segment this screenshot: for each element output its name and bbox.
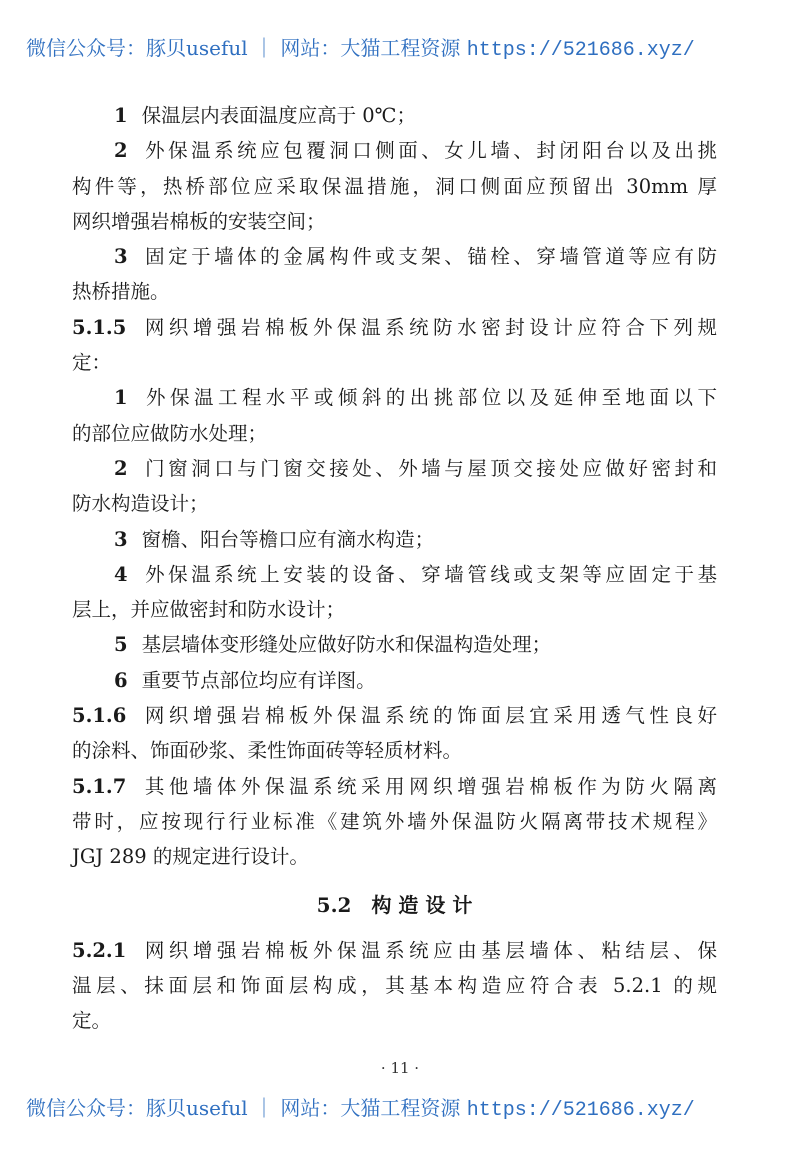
clause-number: 6 <box>114 668 128 692</box>
clause-text: 保温层内表面温度应高于 0℃； <box>141 104 416 127</box>
text-line <box>72 486 717 521</box>
text-line <box>72 933 717 968</box>
clause-number: 5.1.6 <box>72 704 127 728</box>
watermark-url: https://521686.xyz/ <box>466 39 695 62</box>
clauses-5-2 <box>72 933 717 1039</box>
clause-number: 3 <box>114 527 128 551</box>
text-line <box>72 663 717 698</box>
text-line <box>72 733 717 768</box>
text-line <box>72 239 717 274</box>
clause-text: JGJ 289 的规定进行设计。 <box>72 845 309 869</box>
text-line <box>72 839 717 874</box>
clause-text: 门窗洞口与门窗交接处、外墙与屋顶交接处应做好密封和 <box>141 456 717 480</box>
text-line <box>72 345 717 380</box>
clause-text: 防水构造设计； <box>72 492 209 516</box>
watermark-url: https://521686.xyz/ <box>466 1099 695 1122</box>
clause-text: 热桥措施。 <box>72 280 170 304</box>
clause-text: 窗檐、阳台等檐口应有滴水构造； <box>141 527 435 551</box>
text-line <box>72 1003 717 1038</box>
clause-number: 4 <box>114 562 128 586</box>
text-line <box>72 169 717 204</box>
clause-text: 外保温系统上安装的设备、穿墙管线或支架等应固定于基 <box>141 562 717 586</box>
clause-text: 其他墙体外保温系统采用网织增强岩棉板作为防火隔离 <box>140 774 717 798</box>
text-line <box>72 557 717 592</box>
clause-text: 网织增强岩棉板的安装空间； <box>72 209 326 233</box>
text-line <box>72 416 717 451</box>
clause-number: 5.1.7 <box>72 774 127 798</box>
text-line <box>72 968 717 1003</box>
text-line <box>72 204 717 239</box>
clause-number: 1 <box>114 386 128 410</box>
clause-text: 温层、抹面层和饰面层构成，其基本构造应符合表 5.2.1 的规 <box>72 973 717 997</box>
clause-text: 基层墙体变形缝处应做好防水和保温构造处理； <box>141 633 552 657</box>
clause-number: 2 <box>114 456 128 480</box>
clause-text: 固定于墙体的金属构件或支架、锚栓、穿墙管道等应有防 <box>141 245 717 269</box>
clause-number: 3 <box>114 245 128 269</box>
clause-text: 重要节点部位均应有详图。 <box>141 668 376 692</box>
text-line <box>72 380 717 415</box>
clause-number: 5 <box>114 633 128 657</box>
clause-text: 网织增强岩棉板外保温系统防水密封设计应符合下列规 <box>140 315 717 339</box>
text-line <box>72 451 717 486</box>
section-title: 5.2 构 造 设 计 <box>316 892 473 917</box>
text-line <box>72 98 717 133</box>
clause-text: 定： <box>72 351 112 375</box>
text-line <box>72 769 717 804</box>
text-line <box>72 522 717 557</box>
clause-number: 5.2.1 <box>72 938 127 962</box>
clause-text: 定。 <box>72 1009 112 1033</box>
clause-number: 1 <box>114 104 128 127</box>
watermark-text: 微信公众号：豚贝useful ｜ 网站：大猫工程资源 <box>26 1096 467 1120</box>
clause-text: 网织增强岩棉板外保温系统的饰面层宜采用透气性良好 <box>140 704 717 728</box>
clause-text: 的部位应做防水处理； <box>72 421 268 445</box>
text-line <box>72 804 717 839</box>
clause-text: 的涂料、饰面砂浆、柔性饰面砖等轻质材料。 <box>72 739 463 763</box>
watermark-header <box>26 32 786 62</box>
text-line <box>72 592 717 627</box>
text-line <box>72 627 717 662</box>
page-number: · 11 · <box>380 1059 420 1077</box>
clause-text: 外保温工程水平或倾斜的出挑部位以及延伸至地面以下 <box>141 386 717 410</box>
clause-text: 外保温系统应包覆洞口侧面、女儿墙、封闭阳台以及出挑 <box>141 139 717 163</box>
watermark-footer <box>26 1092 786 1122</box>
clauses-5-1 <box>72 98 717 875</box>
clause-text: 构件等，热桥部位应采取保温措施，洞口侧面应预留出 30mm 厚 <box>72 174 717 198</box>
clause-text: 带时，应按现行行业标准《建筑外墙外保温防火隔离带技术规程》 <box>72 809 717 833</box>
document-body <box>72 98 717 1038</box>
text-line <box>72 274 717 309</box>
text-line <box>72 698 717 733</box>
text-line <box>72 133 717 168</box>
clause-number: 2 <box>114 139 128 163</box>
text-line <box>72 310 717 345</box>
clause-number: 5.1.5 <box>72 315 127 339</box>
clause-text: 层上，并应做密封和防水设计； <box>72 598 346 622</box>
clause-text: 网织增强岩棉板外保温系统应由基层墙体、粘结层、保 <box>140 938 717 962</box>
watermark-text: 微信公众号：豚贝useful ｜ 网站：大猫工程资源 <box>26 36 467 60</box>
